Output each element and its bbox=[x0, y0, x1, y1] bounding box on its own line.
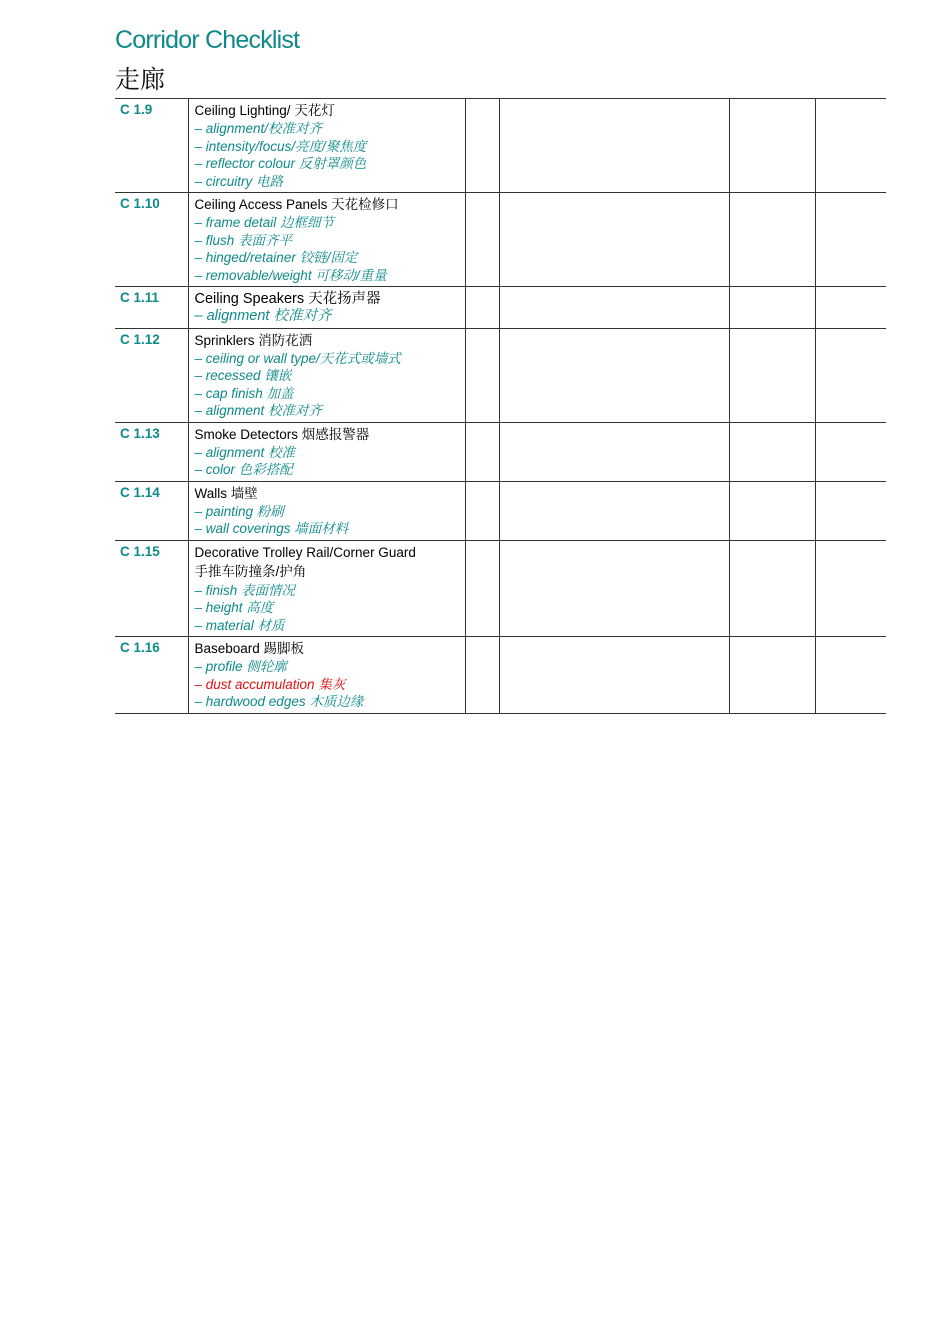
remarks-cell[interactable] bbox=[499, 540, 729, 637]
signoff-cell[interactable] bbox=[815, 193, 886, 287]
item-criterion-alert: – dust accumulation 集灰 bbox=[194, 676, 346, 692]
page-subtitle: 走廊 bbox=[115, 65, 166, 94]
check-cell[interactable] bbox=[465, 99, 499, 193]
table-row bbox=[115, 540, 886, 637]
item-criterion: – hinged/retainer 铰链/固定 bbox=[194, 250, 358, 265]
remarks-cell[interactable] bbox=[499, 422, 729, 481]
item-description bbox=[188, 422, 465, 481]
status-cell[interactable] bbox=[729, 540, 815, 637]
item-description bbox=[188, 287, 465, 329]
check-cell[interactable] bbox=[465, 422, 499, 481]
item-criterion: – reflector colour 反射罩颜色 bbox=[194, 156, 367, 171]
status-cell[interactable] bbox=[729, 99, 815, 193]
item-criterion: – recessed 镶嵌 bbox=[194, 368, 292, 383]
item-criterion: – alignment/校准对齐 bbox=[194, 121, 323, 136]
item-criterion: – alignment 校准 bbox=[194, 444, 296, 460]
item-code: C 1.12 bbox=[115, 328, 188, 422]
checklist-table bbox=[115, 98, 886, 714]
item-criterion: – cap finish 加盖 bbox=[194, 385, 294, 401]
item-criterion: – alignment 校准对齐 bbox=[194, 308, 332, 324]
item-title: Walls 墙壁 bbox=[194, 485, 258, 501]
table-row bbox=[115, 99, 886, 193]
check-cell[interactable] bbox=[465, 328, 499, 422]
table-row bbox=[115, 481, 886, 540]
item-description bbox=[188, 193, 465, 287]
remarks-cell[interactable] bbox=[499, 99, 729, 193]
table-row bbox=[115, 193, 886, 287]
signoff-cell[interactable] bbox=[815, 637, 886, 714]
item-code: C 1.16 bbox=[115, 637, 188, 714]
check-cell[interactable] bbox=[465, 481, 499, 540]
item-title: Ceiling Access Panels 天花检修口 bbox=[194, 197, 399, 212]
item-description bbox=[188, 637, 465, 714]
item-criterion: – painting 粉刷 bbox=[194, 503, 284, 519]
item-description bbox=[188, 481, 465, 540]
table-row bbox=[115, 422, 886, 481]
item-code: C 1.11 bbox=[115, 287, 188, 329]
item-title: Decorative Trolley Rail/Corner Guard bbox=[194, 544, 416, 560]
remarks-cell[interactable] bbox=[499, 328, 729, 422]
signoff-cell[interactable] bbox=[815, 481, 886, 540]
item-criterion: – wall coverings 墙面材料 bbox=[194, 521, 349, 536]
remarks-cell[interactable] bbox=[499, 481, 729, 540]
item-title: Ceiling Lighting/ 天花灯 bbox=[194, 103, 335, 118]
item-code: C 1.13 bbox=[115, 422, 188, 481]
item-description bbox=[188, 540, 465, 637]
table-row bbox=[115, 637, 886, 714]
item-criterion: – flush 表面齐平 bbox=[194, 232, 293, 248]
remarks-cell[interactable] bbox=[499, 193, 729, 287]
item-criterion: – alignment 校准对齐 bbox=[194, 403, 323, 418]
status-cell[interactable] bbox=[729, 193, 815, 287]
table-row bbox=[115, 328, 886, 422]
item-description bbox=[188, 99, 465, 193]
item-description bbox=[188, 328, 465, 422]
item-criterion: – ceiling or wall type/天花式或墙式 bbox=[194, 350, 401, 366]
item-title: Sprinklers 消防花洒 bbox=[194, 332, 313, 348]
remarks-cell[interactable] bbox=[499, 637, 729, 714]
status-cell[interactable] bbox=[729, 422, 815, 481]
item-title-cn: 手推车防撞条/护角 bbox=[194, 563, 307, 579]
check-cell[interactable] bbox=[465, 540, 499, 637]
item-title: Ceiling Speakers 天花扬声器 bbox=[194, 291, 381, 307]
signoff-cell[interactable] bbox=[815, 99, 886, 193]
signoff-cell[interactable] bbox=[815, 422, 886, 481]
item-code: C 1.9 bbox=[115, 99, 188, 193]
status-cell[interactable] bbox=[729, 328, 815, 422]
item-criterion: – circuitry 电路 bbox=[194, 173, 284, 189]
page-title: Corridor Checklist bbox=[115, 26, 300, 54]
remarks-cell[interactable] bbox=[499, 287, 729, 329]
item-criterion: – profile 侧轮廓 bbox=[194, 659, 287, 674]
check-cell[interactable] bbox=[465, 287, 499, 329]
item-criterion: – height 高度 bbox=[194, 600, 274, 615]
check-cell[interactable] bbox=[465, 637, 499, 714]
item-criterion: – material 材质 bbox=[194, 617, 285, 633]
check-cell[interactable] bbox=[465, 193, 499, 287]
status-cell[interactable] bbox=[729, 287, 815, 329]
status-cell[interactable] bbox=[729, 481, 815, 540]
status-cell[interactable] bbox=[729, 637, 815, 714]
item-code: C 1.10 bbox=[115, 193, 188, 287]
signoff-cell[interactable] bbox=[815, 540, 886, 637]
signoff-cell[interactable] bbox=[815, 328, 886, 422]
signoff-cell[interactable] bbox=[815, 287, 886, 329]
item-criterion: – finish 表面情况 bbox=[194, 582, 296, 598]
item-criterion: – hardwood edges 木质边缘 bbox=[194, 694, 364, 709]
item-title: Smoke Detectors 烟感报警器 bbox=[194, 426, 370, 442]
item-criterion: – removable/weight 可移动/重量 bbox=[194, 267, 387, 283]
item-title: Baseboard 踢脚板 bbox=[194, 641, 305, 656]
item-criterion: – frame detail 边框细节 bbox=[194, 215, 335, 230]
item-criterion: – intensity/focus/亮度/聚焦度 bbox=[194, 138, 367, 154]
item-code: C 1.14 bbox=[115, 481, 188, 540]
table-row bbox=[115, 287, 886, 329]
item-criterion: – color 色彩搭配 bbox=[194, 462, 293, 477]
item-code: C 1.15 bbox=[115, 540, 188, 637]
